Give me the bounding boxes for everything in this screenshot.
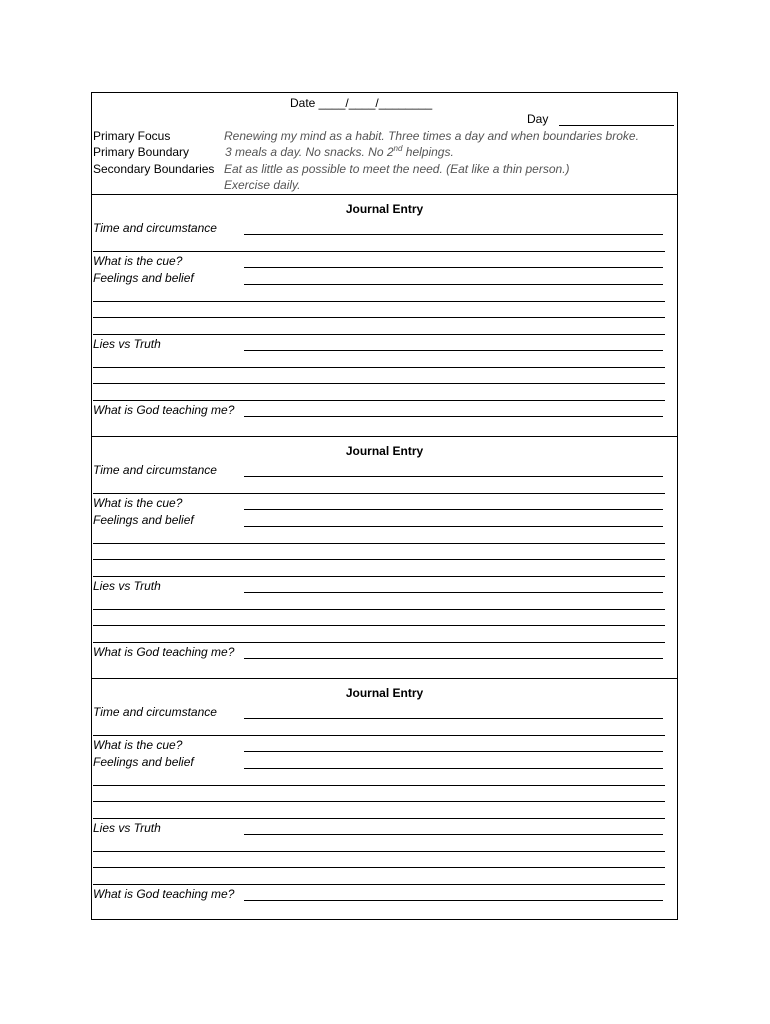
journal-entry — [92, 678, 677, 920]
secondary-boundaries-value: Eat as little as possible to meet the need. (Eat like a thin person.) — [224, 162, 570, 176]
write-in-line[interactable] — [93, 625, 665, 626]
write-in-line[interactable] — [93, 367, 665, 368]
time-circumstance-label: Time and circumstance — [93, 705, 217, 719]
feelings-belief-label: Feelings and belief — [93, 755, 194, 769]
write-in-line[interactable] — [244, 234, 663, 235]
journal-entry-title: Journal Entry — [345, 202, 424, 216]
header-section — [92, 93, 677, 195]
write-in-line[interactable] — [244, 416, 663, 417]
write-in-line[interactable] — [93, 642, 665, 643]
journal-entry — [92, 194, 677, 437]
god-teaching-label: What is God teaching me? — [93, 403, 235, 417]
god-teaching-label: What is God teaching me? — [93, 887, 235, 901]
write-in-line[interactable] — [93, 576, 665, 577]
date-field[interactable]: Date ____/____/________ — [290, 96, 433, 110]
cue-label: What is the cue? — [93, 254, 183, 268]
primary-focus-value: Renewing my mind as a habit. Three times a day and when boundaries broke. — [224, 129, 639, 143]
cue-label: What is the cue? — [93, 738, 183, 752]
write-in-line[interactable] — [93, 818, 665, 819]
time-circumstance-label: Time and circumstance — [93, 463, 217, 477]
write-in-line[interactable] — [244, 350, 663, 351]
feelings-belief-label: Feelings and belief — [93, 513, 194, 527]
write-in-line[interactable] — [93, 383, 665, 384]
write-in-line[interactable] — [93, 493, 665, 494]
write-in-line[interactable] — [93, 884, 665, 885]
write-in-line[interactable] — [93, 317, 665, 318]
lies-truth-label: Lies vs Truth — [93, 579, 161, 593]
write-in-line[interactable] — [244, 284, 663, 285]
write-in-line[interactable] — [244, 476, 663, 477]
write-in-line[interactable] — [93, 867, 665, 868]
day-label: Day — [527, 112, 549, 126]
write-in-line[interactable] — [93, 735, 665, 736]
time-circumstance-label: Time and circumstance — [93, 221, 217, 235]
write-in-line[interactable] — [244, 751, 663, 752]
write-in-line[interactable] — [93, 559, 665, 560]
write-in-line[interactable] — [244, 768, 663, 769]
write-in-line[interactable] — [244, 592, 663, 593]
write-in-line[interactable] — [244, 509, 663, 510]
write-in-line[interactable] — [93, 334, 665, 335]
write-in-line[interactable] — [93, 801, 665, 802]
write-in-line[interactable] — [244, 267, 663, 268]
journal-sheet — [91, 92, 678, 920]
write-in-line[interactable] — [244, 526, 663, 527]
cue-label: What is the cue? — [93, 496, 183, 510]
write-in-line[interactable] — [93, 251, 665, 252]
primary-boundary-value: 3 meals a day. No snacks. No 2nd helpings. — [225, 144, 454, 159]
write-in-line[interactable] — [93, 785, 665, 786]
day-field[interactable] — [559, 125, 674, 126]
primary-focus-label: Primary Focus — [93, 129, 171, 143]
write-in-line[interactable] — [93, 609, 665, 610]
primary-boundary-label: Primary Boundary — [93, 145, 190, 159]
write-in-line[interactable] — [93, 301, 665, 302]
write-in-line[interactable] — [93, 851, 665, 852]
lies-truth-label: Lies vs Truth — [93, 821, 161, 835]
feelings-belief-label: Feelings and belief — [93, 271, 194, 285]
write-in-line[interactable] — [93, 543, 665, 544]
write-in-line[interactable] — [244, 834, 663, 835]
journal-entry-title: Journal Entry — [345, 444, 424, 458]
journal-entry — [92, 436, 677, 679]
god-teaching-label: What is God teaching me? — [93, 645, 235, 659]
write-in-line[interactable] — [244, 658, 663, 659]
write-in-line[interactable] — [244, 900, 663, 901]
secondary-boundaries-value-2: Exercise daily. — [224, 178, 301, 192]
write-in-line[interactable] — [244, 718, 663, 719]
secondary-boundaries-label: Secondary Boundaries — [93, 162, 215, 176]
journal-entry-title: Journal Entry — [345, 686, 424, 700]
lies-truth-label: Lies vs Truth — [93, 337, 161, 351]
write-in-line[interactable] — [93, 400, 665, 401]
